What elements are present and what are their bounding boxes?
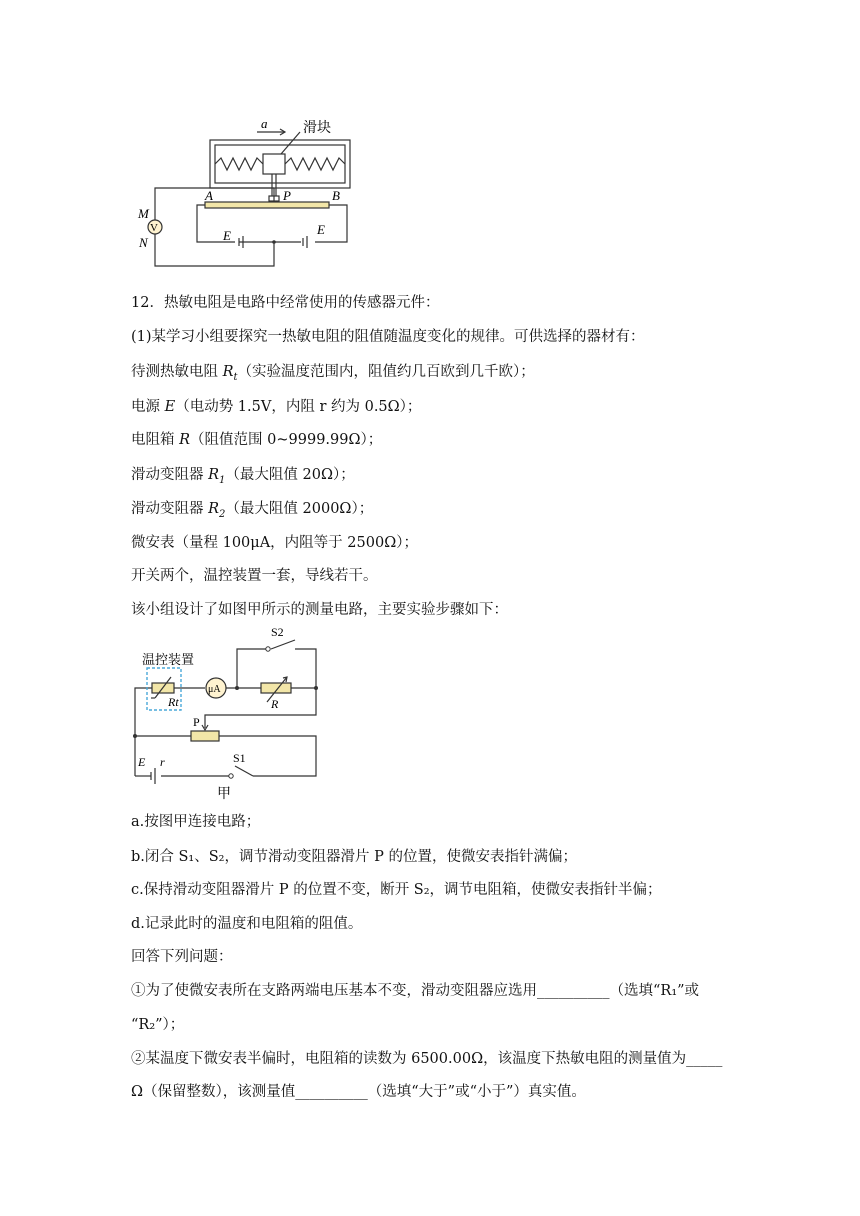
equipment-item-detail: （实验温度范围内，阻值约几百欧到几千欧）； [237,364,535,380]
step-a: a.按图甲连接电路； [131,814,261,830]
question-2-line-2: Ω（保留整数），该测量值__________（选填“大于”或“小于”）真实值。 [131,1084,586,1100]
voltmeter-label: V [150,222,158,234]
equipment-item [131,533,418,553]
equipment-item-text: 开关两个，温控装置一套，导线若干。 [131,568,378,584]
answer-intro: 回答下列问题： [131,949,233,965]
point-n-label: N [139,235,148,250]
equipment-item [131,430,382,450]
temperature-control-label: 温控装置 [142,653,195,668]
battery-e-right-label: E [317,222,325,237]
switch-s1-label: S1 [233,751,246,765]
equipment-item-text: 微安表（量程 100μA，内阻等于 2500Ω）； [131,535,418,551]
thermistor-label: Rt [168,695,179,709]
point-m-label: M [138,206,149,221]
question-title: 12．热敏电阻是电路中经常使用的传感器元件： [131,295,440,311]
step-b: b.闭合 S₁、S₂，调节滑动变阻器滑片 P 的位置，使微安表指针满偏； [131,849,577,865]
question-part-1: (1)某学习小组要探究一热敏电阻的阻值随温度变化的规律。可供选择的器材有： [131,329,645,345]
battery-e-left-label: E [223,228,231,243]
equipment-item [131,362,535,388]
equipment-item-prefix: 电源 [131,399,165,415]
point-b-label: B [332,188,340,203]
step-d: d.记录此时的温度和电阻箱的阻值。 [131,916,363,932]
equipment-item-subscript: 1 [219,474,226,486]
equipment-item [131,566,378,586]
equipment-item-prefix: 待测热敏电阻 [131,364,223,380]
internal-resistance-label: r [160,755,165,769]
equipment-item [131,499,373,525]
accelerometer-circuit-figure [135,112,365,272]
equipment-item-prefix: 电阻箱 [131,432,180,448]
equipment-item-detail: （最大阻值 20Ω）； [225,467,355,483]
resistance-box-label: R [271,697,279,711]
arrow-label: a [261,116,268,131]
slider-label: 滑块 [303,120,331,136]
switch-s2-label: S2 [271,625,284,639]
step-c: c.保持滑动变阻器滑片 P 的位置不变，断开 S₂，调节电阻箱，使微安表指针半偏； [131,882,662,898]
equipment-item-symbol: E [164,399,176,415]
question-2-line-1: ②某温度下微安表半偏时，电阻箱的读数为 6500.00Ω，该温度下热敏电阻的测量值为_____ [131,1051,723,1067]
point-p-label: P [283,188,291,203]
equipment-item-prefix: 滑动变阻器 [131,501,209,517]
equipment-item-symbol: R [208,467,220,483]
equipment-item-subscript: t [233,371,238,383]
design-description: 该小组设计了如图甲所示的测量电路，主要实验步骤如下： [131,602,508,618]
question-1-line-2: “R₂”）； [131,1017,185,1033]
equipment-item-symbol: R [222,364,234,380]
equipment-item [131,465,355,491]
equipment-item-prefix: 滑动变阻器 [131,467,209,483]
figure-caption: 甲 [217,786,231,802]
question-1-line-1: ①为了使微安表所在支路两端电压基本不变，滑动变阻器应选用__________（选填“R₁”或 [131,983,700,999]
equipment-item-symbol: R [208,501,220,517]
equipment-item-symbol: R [179,432,191,448]
equipment-item-detail: （电动势 1.5V，内阻 r 约为 0.5Ω）； [175,399,422,415]
equipment-item-detail: （阻值范围 0~9999.99Ω）； [190,432,383,448]
point-a-label: A [205,188,213,203]
equipment-item-detail: （最大阻值 2000Ω）； [225,501,374,517]
microammeter-label: μA [208,684,221,695]
equipment-item-subscript: 2 [219,508,226,520]
measurement-circuit-figure [125,622,330,802]
equipment-item [131,397,421,417]
source-e-label: E [138,755,146,769]
slider-p-label: P [193,715,200,729]
